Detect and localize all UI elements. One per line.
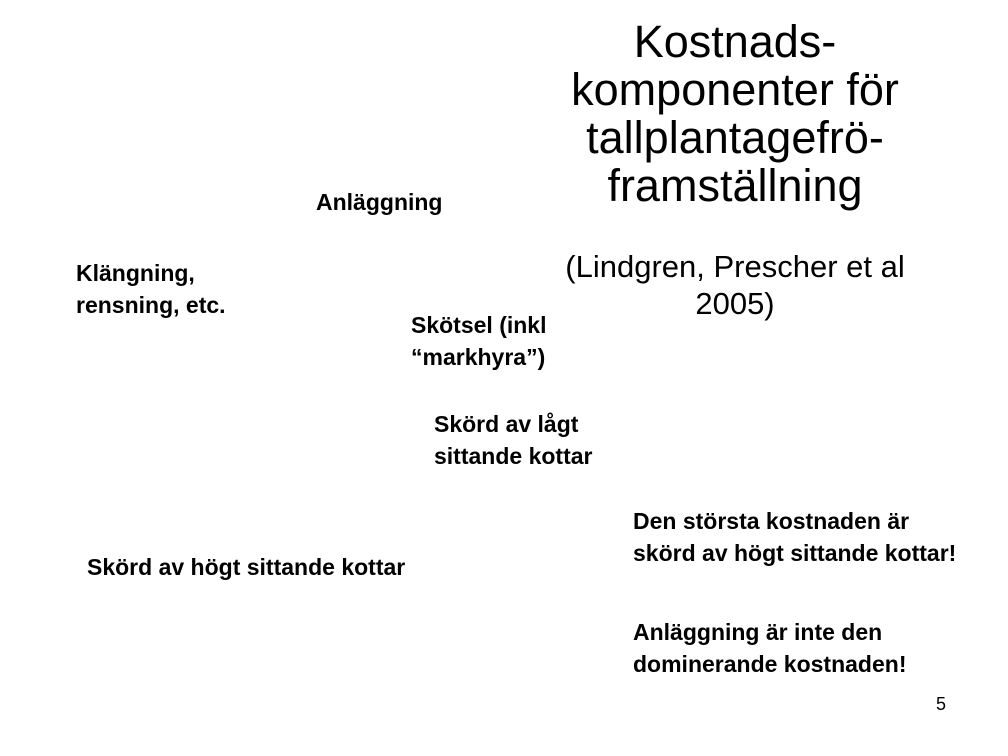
note-anlaggning-inte-dominerande: Anläggning är inte den dominerande kostnaden! bbox=[633, 619, 907, 677]
label-klangning-rensning: Klängning, rensning, etc. bbox=[76, 260, 226, 318]
label-anlaggning: Anläggning bbox=[316, 189, 443, 215]
label-skord-lagt-sittande: Skörd av lågt sittande kottar bbox=[434, 411, 593, 469]
slide-title: Kostnads- komponenter för tallplantagefrö- framställning bbox=[571, 16, 899, 211]
label-skotsel: Skötsel (inkl “markhyra”) bbox=[411, 312, 547, 370]
page-number: 5 bbox=[935, 694, 946, 714]
note-storsta-kostnaden: Den största kostnaden är skörd av högt sittande kottar! bbox=[633, 508, 957, 566]
slide-subtitle-citation: (Lindgren, Prescher et al 2005) bbox=[565, 249, 905, 321]
label-skord-hogt-sittande: Skörd av högt sittande kottar bbox=[87, 554, 406, 580]
